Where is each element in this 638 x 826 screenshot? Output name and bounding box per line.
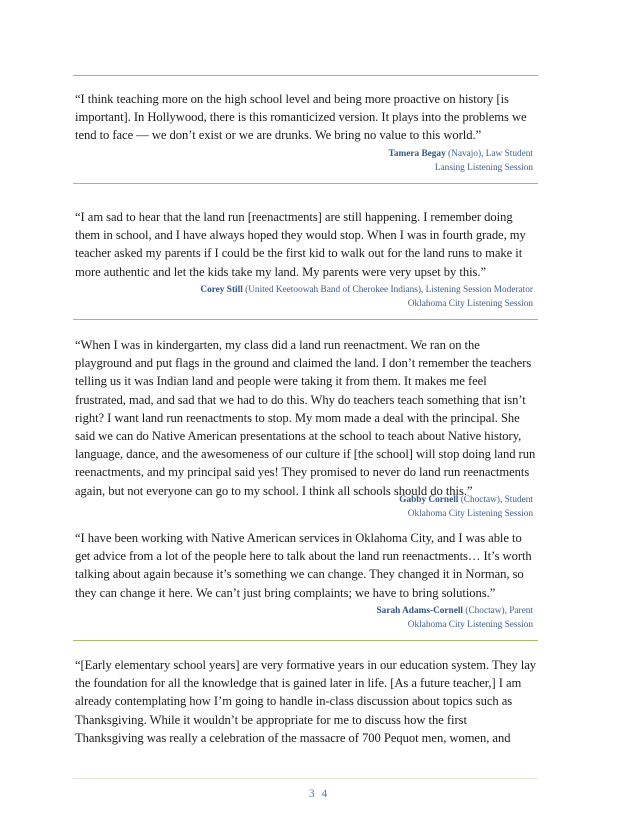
- attribution-speaker-line: [388, 147, 533, 161]
- quote-1: [75, 90, 537, 145]
- quote-line: more authentic and let the kids take my land. My parents were very upset by this.”: [75, 264, 487, 279]
- page-number: 3 4: [308, 788, 330, 800]
- quote-line: teacher asked my parents if I could be the first kid to walk out for the land runs to make it: [75, 246, 523, 261]
- attribution-1: [388, 147, 533, 175]
- attribution-speaker-line: [377, 604, 534, 618]
- quote-line: telling us it was Indian land and people were taking it from them. It makes me feel: [75, 374, 487, 389]
- footer-rule: [73, 778, 538, 779]
- divider-rule: [73, 75, 538, 76]
- speaker-name: Sarah Adams-Cornell: [376, 606, 464, 616]
- listening-session: Oklahoma City Listening Session: [407, 620, 533, 630]
- speaker-affiliation: (Choctaw), Student: [458, 495, 533, 505]
- attribution-speaker-line: [399, 493, 533, 507]
- quote-line: important]. In Hollywood, there is this romanticized version. It plays into the problems we: [75, 110, 527, 125]
- quote-line: right? I want land run reenactments to stop. My mom made a deal with the principal. She: [75, 410, 520, 425]
- quote-line: tend to face — we don’t exist or we are drunks. We bring no value to this world.”: [75, 128, 482, 143]
- quote-line: said we can do Native American presentations at the school to teach about Native history,: [75, 429, 522, 444]
- quote-line: again, but not everyone can go to my school. I think all schools should do this.”: [75, 483, 473, 498]
- quote-line: them in school, and I have always hoped they would stop. When I was in fourth grade, my: [75, 228, 526, 243]
- quote-line: playground and put flags in the ground and claimed the land. I don’t remember the teachers: [75, 356, 532, 371]
- attribution-2: [200, 283, 533, 311]
- quote-line: “I think teaching more on the high school level and being more proactive on history [is: [75, 92, 509, 106]
- speaker-name: Gabby Cornell: [399, 495, 459, 505]
- quote-line: reenactments, and my principal said yes! They promised to never do land run reenactments: [75, 465, 530, 480]
- attribution-3: [399, 493, 533, 521]
- quote-line: “When I was in kindergarten, my class did a land run reenactment. We ran on the: [75, 338, 480, 352]
- quote-line: “I have been working with Native American services in Oklahoma City, and I was able to: [75, 531, 522, 545]
- divider-rule: [73, 319, 538, 320]
- quote-line: frustrated, mad, and sad that we had to do this. Why do teachers teach something that isn’t: [75, 392, 526, 407]
- quote-line: the foundation for all the knowledge that is gained later in life. [As a future teacher,] I am: [75, 676, 522, 691]
- quote-4: [75, 529, 537, 602]
- quote-line: they can change it here. We can’t just bring complaints; we have to bring solutions.”: [75, 585, 496, 600]
- speaker-name: Corey Still: [200, 285, 243, 295]
- quote-line: talking about again because it’s something we can change. They changed it in Norman, so: [75, 567, 524, 582]
- quote-line: “[Early elementary school years] are very formative years in our education system. They lay: [75, 658, 537, 672]
- divider-rule: [73, 183, 538, 184]
- speaker-name: Tamera Begay: [388, 149, 446, 159]
- listening-session: Lansing Listening Session: [434, 163, 533, 173]
- divider-rule: [73, 640, 538, 641]
- quote-2: [75, 208, 537, 281]
- quote-line: Thanksgiving was really a celebration of the massacre of 700 Pequot men, women, and: [75, 730, 511, 745]
- attribution-speaker-line: [200, 283, 533, 297]
- quote-line: get advice from a lot of the people here to talk about the land run reenactments… It’s worth: [75, 549, 532, 564]
- quote-line: already contemplating how I’m going to handle in-class discussion about topics such as: [75, 694, 513, 709]
- speaker-affiliation: (Navajo), Law Student: [445, 149, 533, 159]
- quote-line: “I am sad to hear that the land run [reenactments] are still happening. I remember doing: [75, 210, 513, 224]
- listening-session: Oklahoma City Listening Session: [407, 509, 533, 519]
- quote-line: language, dance, and the awesomeness of our culture if [the school] will stop doing land run: [75, 447, 536, 462]
- quote-line: Thanksgiving. While it wouldn’t be appropriate for me to discuss how the first: [75, 712, 467, 727]
- listening-session: Oklahoma City Listening Session: [407, 299, 533, 309]
- speaker-affiliation: (United Keetoowah Band of Cherokee Indians), Listening Session Moderator: [242, 285, 533, 295]
- quote-5: [75, 656, 537, 747]
- quote-3: [75, 336, 537, 500]
- speaker-affiliation: (Choctaw), Parent: [463, 606, 533, 616]
- attribution-4: [377, 604, 534, 632]
